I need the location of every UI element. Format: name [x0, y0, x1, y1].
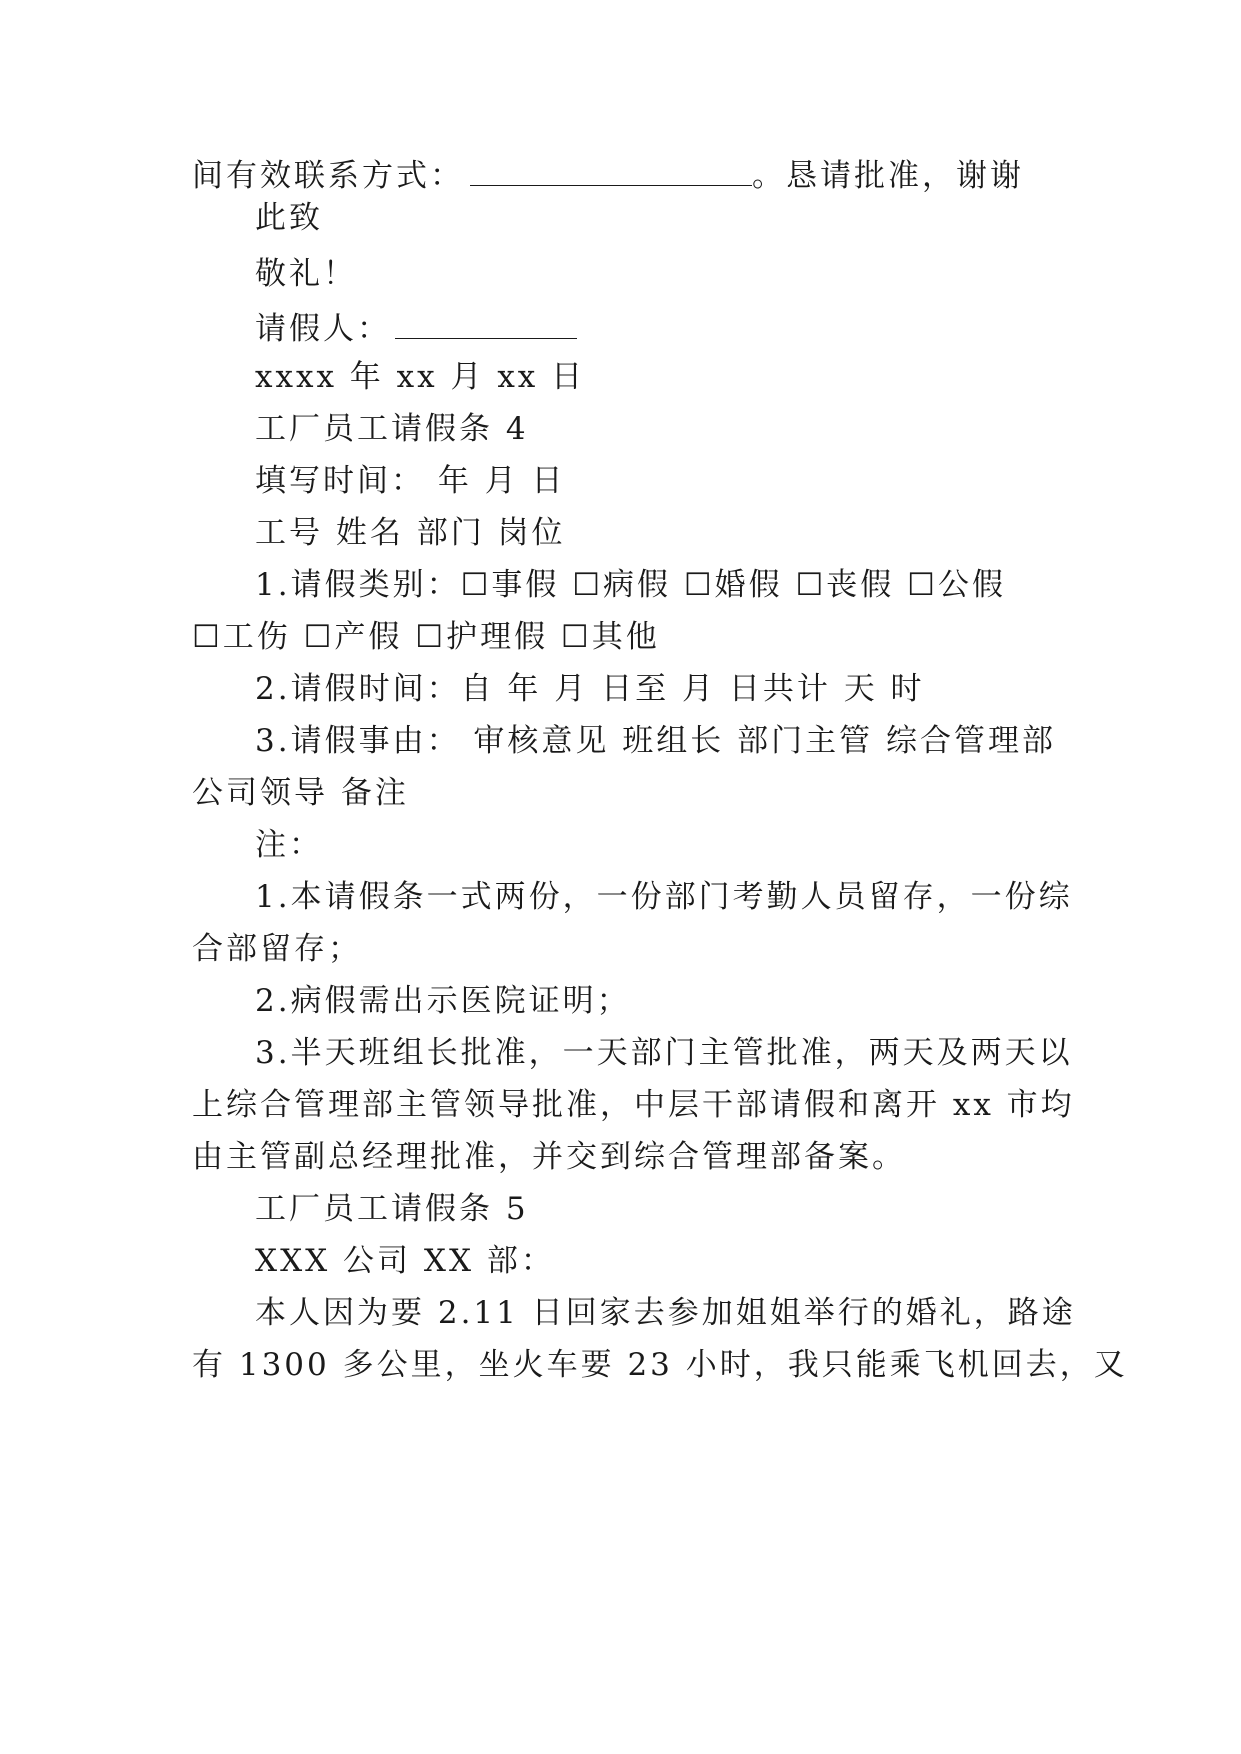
note-1-line-2: 合部留存； [192, 931, 362, 967]
leave-types-line-1: 1.请假类别：☐事假 ☐病假 ☐婚假 ☐丧假 ☐公假 [255, 567, 1006, 603]
applicant-line [255, 311, 1061, 345]
body-line-2: 有 1300 多公里，坐火车要 23 小时，我只能乘飞机回去，又 [192, 1347, 1128, 1383]
applicant-blank [395, 311, 577, 339]
contact-blank [470, 158, 752, 186]
contact-suffix: 。恳请批准，谢谢 [752, 158, 1024, 194]
closing-line-1: 此致 [255, 200, 323, 236]
section-title-5: 工厂员工请假条 5 [255, 1191, 529, 1227]
note-heading: 注： [255, 827, 323, 863]
note-3-line-3: 由主管副总经理批准，并交到综合管理部备案。 [192, 1139, 906, 1175]
columns-line: 工号 姓名 部门 岗位 [255, 515, 566, 551]
contact-label: 间有效联系方式： [192, 158, 464, 194]
fill-time-line: 填写时间： 年 月 日 [255, 463, 566, 499]
closing-line-2: 敬礼！ [255, 256, 357, 292]
note-3-line-2: 上综合管理部主管领导批准，中层干部请假和离开 xx 市均 [192, 1087, 1075, 1123]
contact-line [192, 158, 1061, 192]
reason-line-2: 公司领导 备注 [192, 775, 409, 811]
note-2: 2.病假需出示医院证明； [255, 983, 631, 1019]
reason-line-1: 3.请假事由： 审核意见 班组长 部门主管 综合管理部 [255, 723, 1056, 759]
note-1-line-1: 1.本请假条一式两份，一份部门考勤人员留存，一份综 [255, 879, 1073, 915]
section-title-4: 工厂员工请假条 4 [255, 411, 529, 447]
date-line: xxxx 年 xx 月 xx 日 [255, 359, 586, 395]
applicant-label: 请假人： [255, 311, 391, 347]
note-3-line-1: 3.半天班组长批准，一天部门主管批准，两天及两天以 [255, 1035, 1073, 1071]
leave-types-line-2: ☐工伤 ☐产假 ☐护理假 ☐其他 [192, 619, 660, 655]
body-line-1: 本人因为要 2.11 日回家去参加姐姐举行的婚礼，路途 [255, 1295, 1076, 1331]
addressee-line: XXX 公司 XX 部： [255, 1243, 555, 1279]
leave-period-line: 2.请假时间：自 年 月 日至 月 日共计 天 时 [255, 671, 925, 707]
